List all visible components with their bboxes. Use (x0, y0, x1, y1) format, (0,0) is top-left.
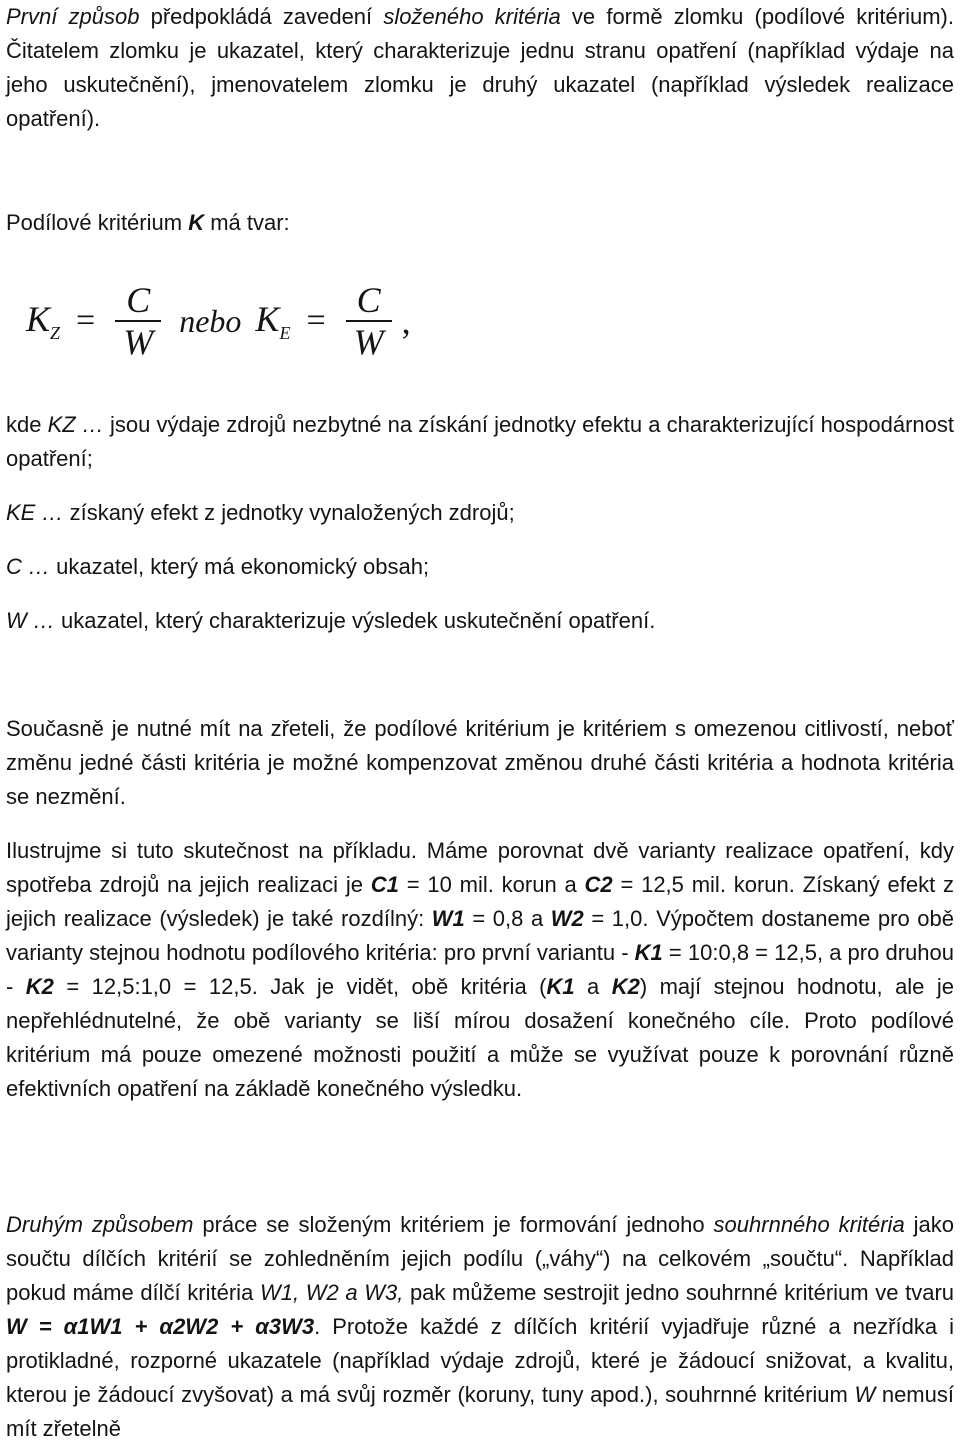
weighted-sum-formula: W = α1W1 + α2W2 + α3W3 (6, 1314, 315, 1339)
intro-term: složeného kritéria (383, 4, 561, 29)
formula-comma: , (401, 301, 411, 341)
example-paragraph: Ilustrujme si tuto skutečnost na příkladu. Máme porovnat dvě varianty realizace opatření, kdy spotřeba zdrojů na jejich realizaci je C1 = 10 mil. korun a C2 = 12,5 mil. korun. Získaný efekt z jejich realizace (výsledek) je také rozdílný: W1 = 0,8 a W2 = 1,0. Výpočtem dostaneme pro obě varianty stejnou hodnotu podílového kritéria: pro první variantu - K1 = 10:0,8 = 12,5, a pro druhou - K2 = 12,5:1,0 = 12,5. Jak je vidět, obě kritéria (K1 a K2) mají stejnou hodnotu, ale je nepřehlédnutelné, že obě varianty se liší mírou dosažení konečného cíle. Proto podílové kritérium má pouze omezené možnosti použití a může se využívat pouze k porovnání různě efektivních opatření na základě konečného výsledku. (6, 838, 954, 1101)
intro-lead: První způsob (6, 4, 140, 29)
shape-var: K (188, 210, 205, 235)
definition-w (6, 604, 954, 638)
intro-text-2: ve formě zlomku (podílové kritérium). Čitatelem zlomku je ukazatel, který charakterizuje jednu stranu opatření (například výdaje na jeho uskutečnění), jmenovatelem zlomku je druhý ukazatel (například výsledek realizace opatření). (6, 4, 954, 131)
definition-w-text: ukazatel, který charakterizuje výsledek uskutečnění opatření. (54, 608, 656, 633)
shape-text-2: má tvar: (204, 210, 290, 235)
fraction-1-denominator: W (123, 322, 154, 362)
fraction-1-numerator: C (126, 280, 151, 320)
formula-kz: $K_Z$ (26, 298, 61, 344)
definition-kz: kde KZ … jsou výdaje zdrojů nezbytné na získání jednotky efektu a charakterizující hospodárnost opatření; (6, 412, 954, 471)
fraction-2-denominator: W (353, 322, 384, 362)
var-k1-ref: K1 (546, 974, 575, 999)
definition-kz-text: jsou výdaje zdrojů nezbytné na získání jednotky efektu a charakterizující hospodárnost opatření; (6, 412, 954, 471)
second-w-var: W (854, 1382, 876, 1407)
sensitivity-paragraph: Současně je nutné mít na zřeteli, že podílové kritérium je kritériem s omezenou citlivostí, neboť změnu jedné části kritéria je možné kompenzovat změnou druhé části kritéria a hodnota kritéria se nezmění. (6, 716, 954, 809)
var-c1: C1 (370, 872, 399, 897)
formula-ke: $K_E$ (255, 298, 291, 344)
var-k2-ref: K2 (611, 974, 640, 999)
formula-fraction-2 (346, 280, 392, 362)
definition-ke-symbol: KE … (6, 500, 64, 525)
var-k2: K2 (25, 974, 54, 999)
intro-paragraph (6, 0, 954, 136)
var-w1: W1 (431, 906, 465, 931)
second-partial-criteria: W1, W2 a W3, (259, 1280, 404, 1305)
formula-eq-2: = (306, 302, 326, 339)
var-k1: K1 (634, 940, 663, 965)
ratio-formula (6, 276, 411, 366)
second-method-paragraph: Druhým způsobem práce se složeným kritériem je formování jednoho souhrnného kritéria jako součtu dílčích kritérií se zohledněním jejich podílu („váhy“) na celkovém „součtu“. Například pokud máme dílčí kritéria W1, W2 a W3, pak můžeme sestrojit jedno souhrnné kritérium ve tvaru W = α1W1 + α2W2 + α3W3. Protože každé z dílčích kritérií vyjadřuje různé a nezřídka i protikladné, rozporné ukazatele (například výdaje zdrojů, které je žádoucí snižovat, a kvalitu, kterou je žádoucí zvyšovat) a má svůj rozměr (koruny, tuny apod.), souhrnné kritérium W nemusí mít zřetelně (6, 1212, 955, 1441)
shape-line (6, 206, 954, 240)
formula-fraction-1 (115, 280, 161, 362)
definition-c (6, 550, 954, 584)
definition-kz-symbol: KZ … (47, 412, 104, 437)
definition-c-symbol: C … (6, 554, 50, 579)
formula-eq-1: = (76, 302, 96, 339)
fraction-2-numerator: C (356, 280, 381, 320)
var-c2: C2 (584, 872, 613, 897)
definition-ke (6, 496, 954, 530)
second-term: souhrnného kritéria (713, 1212, 905, 1237)
definition-w-symbol: W … (6, 608, 55, 633)
definition-c-text: ukazatel, který má ekonomický obsah; (50, 554, 430, 579)
definition-ke-text: získaný efekt z jednotky vynaložených zdrojů; (63, 500, 515, 525)
shape-text-1: Podílové kritérium (6, 210, 189, 235)
var-w2: W2 (550, 906, 584, 931)
intro-text-1: předpokládá zavedení (139, 4, 384, 29)
second-lead: Druhým způsobem (6, 1212, 194, 1237)
formula-nebo: nebo (179, 302, 242, 339)
